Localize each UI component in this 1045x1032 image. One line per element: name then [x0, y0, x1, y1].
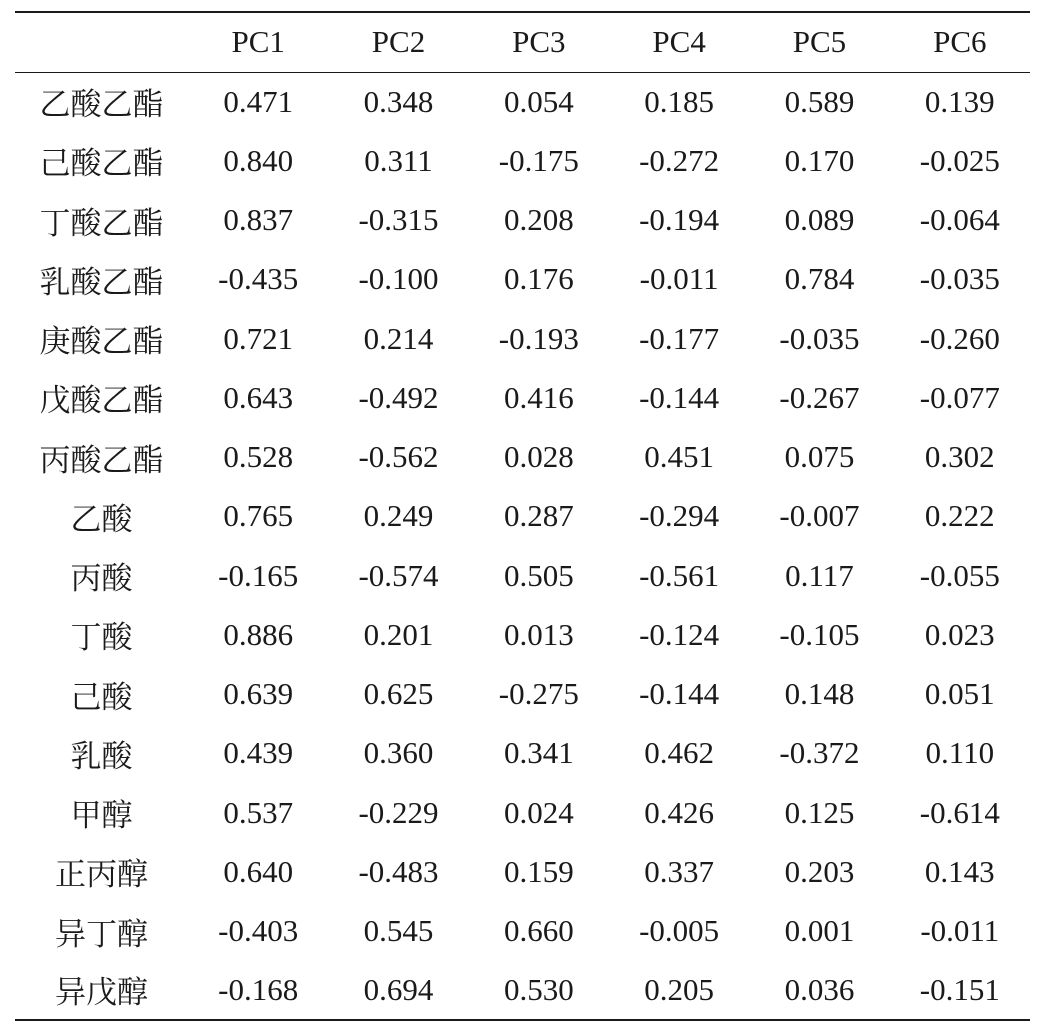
loading-value-cell-pc1: -0.168	[188, 961, 328, 1020]
loading-value-cell-pc2: -0.562	[358, 439, 439, 475]
loading-value-cell-pc1: 0.537	[223, 794, 294, 830]
compound-name-cell: 正丙醇	[55, 857, 149, 894]
loading-value-cell-pc6: 0.023	[924, 616, 995, 652]
loading-value-cell-pc4: -0.561	[639, 557, 720, 593]
loadings-table-container	[15, 11, 1030, 1021]
table-row	[15, 368, 1030, 427]
header-cell-blank	[15, 12, 188, 72]
loading-value-cell-pc5: -0.372	[779, 735, 860, 771]
loading-value-cell-pc6: -0.035	[919, 261, 1000, 297]
loading-value-cell-pc1: 0.528	[223, 439, 294, 475]
compound-name-cell: 己酸乙酯	[39, 146, 164, 183]
loading-value-cell-pc6: 0.143	[924, 853, 995, 889]
header-cell-pc4: PC4	[609, 12, 749, 72]
compound-name-cell: 乳酸乙酯	[39, 264, 164, 301]
loading-value-cell-pc4: -0.144	[639, 379, 720, 415]
loading-value-cell-pc3: 0.660	[503, 913, 574, 949]
loading-value-cell-pc2: -0.483	[358, 853, 439, 889]
loading-value-cell-pc2: 0.694	[328, 961, 468, 1020]
loading-value-cell-pc5: 0.170	[784, 142, 855, 178]
loading-value-cell-pc1: 0.886	[223, 616, 294, 652]
loading-value-cell-pc2: -0.574	[358, 557, 439, 593]
loading-value-cell-pc3: 0.530	[469, 961, 609, 1020]
loading-value-cell-pc1: 0.471	[223, 83, 294, 119]
table-row	[15, 605, 1030, 664]
compound-name-cell: 丁酸	[70, 620, 133, 657]
loading-value-cell-pc5: -0.035	[779, 320, 860, 356]
loading-value-cell-pc6: -0.260	[919, 320, 1000, 356]
loading-value-cell-pc4: 0.462	[644, 735, 714, 771]
loading-value-cell-pc2: 0.360	[363, 735, 434, 771]
table-row	[15, 546, 1030, 605]
loading-value-cell-pc3: -0.275	[498, 676, 579, 712]
loading-value-cell-pc4: 0.185	[644, 83, 714, 119]
loading-value-cell-pc3: 0.208	[503, 202, 574, 238]
table-row	[15, 783, 1030, 842]
loading-value-cell-pc1: -0.435	[218, 261, 299, 297]
loading-value-cell-pc2: 0.348	[363, 83, 434, 119]
compound-name-cell: 丙酸	[70, 561, 133, 598]
loading-value-cell-pc5: 0.075	[784, 439, 855, 475]
loading-value-cell-pc5: 0.036	[749, 961, 889, 1020]
loading-value-cell-pc3: 0.416	[503, 379, 574, 415]
table-row	[15, 428, 1030, 487]
loading-value-cell-pc3: 0.024	[503, 794, 574, 830]
header-row	[15, 12, 1030, 72]
loading-value-cell-pc1: 0.840	[223, 142, 294, 178]
table-body	[15, 72, 1030, 1020]
header-cell-pc2: PC2	[328, 12, 468, 72]
loading-value-cell-pc5: 0.784	[784, 261, 855, 297]
loading-value-cell-pc4: -0.194	[639, 202, 720, 238]
loading-value-cell-pc6: -0.011	[920, 913, 1000, 949]
loading-value-cell-pc4: 0.205	[609, 961, 749, 1020]
table-row	[15, 902, 1030, 961]
compound-name-cell: 乳酸	[70, 738, 133, 775]
table-row	[15, 724, 1030, 783]
compound-name-cell: 乙酸	[70, 501, 133, 538]
loading-value-cell-pc4: 0.426	[644, 794, 714, 830]
loading-value-cell-pc2: 0.545	[363, 913, 434, 949]
table-row	[15, 191, 1030, 250]
loading-value-cell-pc1: 0.643	[223, 379, 294, 415]
loading-value-cell-pc4: -0.011	[639, 261, 719, 297]
table-row	[15, 487, 1030, 546]
loading-value-cell-pc5: 0.117	[785, 557, 854, 593]
loading-value-cell-pc4: -0.177	[639, 320, 720, 356]
loading-value-cell-pc3: -0.175	[498, 142, 579, 178]
loading-value-cell-pc6: 0.139	[924, 83, 995, 119]
loading-value-cell-pc1: 0.640	[223, 853, 294, 889]
loading-value-cell-pc3: 0.013	[503, 616, 574, 652]
loading-value-cell-pc4: -0.005	[639, 913, 720, 949]
loading-value-cell-pc1: 0.439	[223, 735, 294, 771]
header-cell-pc3: PC3	[469, 12, 609, 72]
compound-name-cell: 丙酸乙酯	[39, 442, 164, 479]
compound-name-cell: 己酸	[70, 679, 133, 716]
loading-value-cell-pc1: -0.165	[218, 557, 299, 593]
header-cell-pc6: PC6	[890, 12, 1030, 72]
loading-value-cell-pc6: 0.302	[924, 439, 995, 475]
loading-value-cell-pc2: 0.311	[364, 142, 433, 178]
table-row	[15, 309, 1030, 368]
loading-value-cell-pc6: -0.064	[919, 202, 1000, 238]
loading-value-cell-pc2: 0.625	[363, 676, 434, 712]
table-row	[15, 250, 1030, 309]
loading-value-cell-pc2: -0.229	[358, 794, 439, 830]
loading-value-cell-pc2: 0.249	[363, 498, 434, 534]
loading-value-cell-pc5: 0.589	[784, 83, 855, 119]
compound-name-cell: 戊酸乙酯	[39, 383, 164, 420]
compound-name-cell: 异戊醇	[15, 961, 188, 1020]
loading-value-cell-pc2: -0.100	[358, 261, 439, 297]
loading-value-cell-pc2: -0.315	[358, 202, 439, 238]
loading-value-cell-pc4: 0.451	[644, 439, 714, 475]
loading-value-cell-pc6: -0.614	[919, 794, 1000, 830]
loading-value-cell-pc3: 0.287	[503, 498, 574, 534]
table-row	[15, 72, 1030, 131]
loading-value-cell-pc1: 0.721	[223, 320, 294, 356]
loading-value-cell-pc1: 0.765	[223, 498, 294, 534]
loading-value-cell-pc5: 0.125	[784, 794, 855, 830]
loading-value-cell-pc4: 0.337	[644, 853, 714, 889]
table-header	[15, 12, 1030, 72]
loading-value-cell-pc6: -0.055	[919, 557, 1000, 593]
loading-value-cell-pc4: -0.144	[639, 676, 720, 712]
loading-value-cell-pc3: 0.341	[503, 735, 574, 771]
loading-value-cell-pc1: 0.639	[223, 676, 294, 712]
loading-value-cell-pc2: 0.201	[363, 616, 434, 652]
loading-value-cell-pc5: 0.001	[784, 913, 855, 949]
loading-value-cell-pc3: 0.159	[503, 853, 574, 889]
loadings-table	[15, 11, 1030, 1021]
compound-name-cell: 甲醇	[70, 798, 133, 835]
loading-value-cell-pc4: -0.294	[639, 498, 720, 534]
table-row	[15, 131, 1030, 190]
loading-value-cell-pc2: 0.214	[363, 320, 434, 356]
table-row	[15, 665, 1030, 724]
loading-value-cell-pc3: 0.028	[503, 439, 574, 475]
loading-value-cell-pc2: -0.492	[358, 379, 439, 415]
loading-value-cell-pc6: -0.025	[919, 142, 1000, 178]
table-row	[15, 961, 1030, 1020]
compound-name-cell: 丁酸乙酯	[39, 205, 164, 242]
header-cell-pc1: PC1	[188, 12, 328, 72]
loading-value-cell-pc5: -0.105	[779, 616, 860, 652]
loading-value-cell-pc6: -0.077	[919, 379, 1000, 415]
loading-value-cell-pc6: 0.051	[924, 676, 995, 712]
loading-value-cell-pc5: -0.267	[779, 379, 860, 415]
compound-name-cell: 异丁醇	[55, 916, 149, 953]
compound-name-cell: 庚酸乙酯	[39, 324, 164, 361]
loading-value-cell-pc3: 0.054	[503, 83, 574, 119]
loading-value-cell-pc1: 0.837	[223, 202, 294, 238]
loading-value-cell-pc5: 0.089	[784, 202, 855, 238]
loading-value-cell-pc6: 0.110	[925, 735, 995, 771]
loading-value-cell-pc3: 0.176	[503, 261, 574, 297]
loading-value-cell-pc4: -0.124	[639, 616, 720, 652]
loading-value-cell-pc5: 0.148	[784, 676, 855, 712]
loading-value-cell-pc5: -0.007	[779, 498, 860, 534]
loading-value-cell-pc3: 0.505	[503, 557, 574, 593]
table-row	[15, 842, 1030, 901]
loading-value-cell-pc5: 0.203	[784, 853, 855, 889]
loading-value-cell-pc6: -0.151	[890, 961, 1030, 1020]
loading-value-cell-pc6: 0.222	[924, 498, 995, 534]
compound-name-cell: 乙酸乙酯	[39, 87, 164, 124]
loading-value-cell-pc3: -0.193	[498, 320, 579, 356]
loading-value-cell-pc4: -0.272	[639, 142, 720, 178]
loading-value-cell-pc1: -0.403	[218, 913, 299, 949]
header-cell-pc5: PC5	[749, 12, 889, 72]
